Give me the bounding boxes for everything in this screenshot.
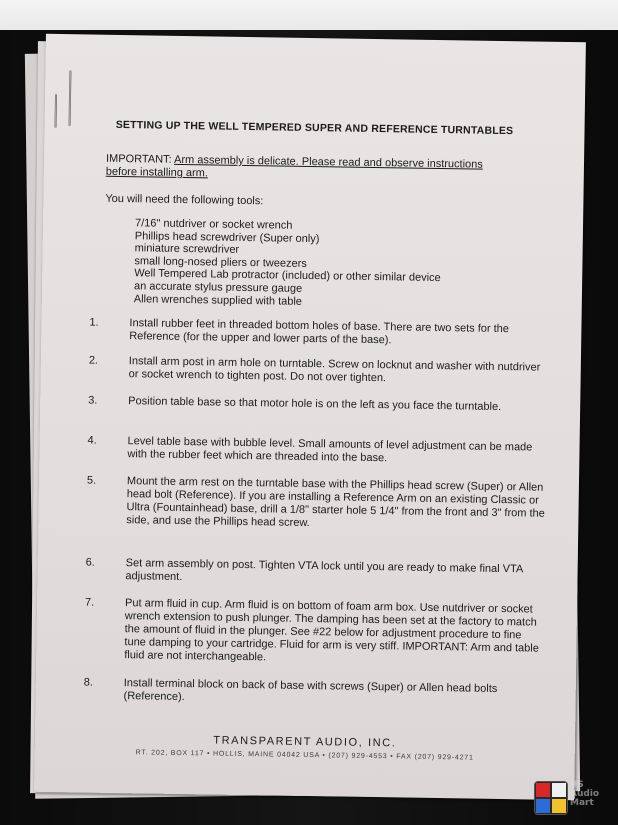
step-number: 2. [88,354,99,367]
watermark-text [570,781,599,808]
step-item [83,676,554,704]
tools-intro: You will need the following tools: [105,192,264,208]
step-text: Install rubber feet in threaded bottom holes of base. There are two sets for the Reference (for the upper and lower parts of the base). [129,317,510,347]
important-text-line1: Arm assembly is delicate. Please read and observe instructions [173,153,483,171]
step-text: Set arm assembly on post. Tighten VTA lock until you are ready to make final VTA adjustment. [125,557,523,584]
step-number: 4. [87,434,97,447]
list-item: Allen wrenches supplied with table [133,292,303,308]
document-title: SETTING UP THE WELL TEMPERED SUPER AND REFERENCE TURNTABLES [115,118,514,138]
step-item [84,596,555,664]
list-item: 7/16" nutdriver or socket wrench [134,217,293,232]
steps-list [83,316,560,704]
footer-address: RT. 202, BOX 117 • HOLLIS, MAINE 04042 USA • (207) 929-4553 • FAX (207) 929-4271 [135,749,474,762]
watermark-line2: Audio [570,789,600,799]
step-text: Install arm post in arm hole on turntable. Screw on locknut and washer with nutdriver or socket wrench to tighten post. Do not over tighten. [128,355,541,385]
cube-facet [536,799,550,813]
step-number: 5. [86,474,97,487]
cube-facet [536,783,550,797]
watermark-line1: US [570,780,584,790]
list-item: miniature screwdriver [134,242,240,257]
step-number: 6. [85,556,95,569]
step-text: Put arm fluid in cup. Arm fluid is on bottom of foam arm box. Use nutdriver or socket wrench extension to push plunger. The damping has been set at the factory to match the amount of fluid in the plunger. See #22 below for adjustment procedure to fine tune damping to your cartridge. Fluid for arm is very stiff. IMPORTANT: Arm and table fluid are not interchangeable. [124,597,539,664]
step-text: Position table base so that motor hole is on the left as you face the turntable. [128,395,502,414]
step-text: Level table base with bubble level. Small amounts of level adjustment can be made with the rubber feet which are threaded into the base. [127,435,533,465]
watermark [534,775,610,819]
footer-company: TRANSPARENT AUDIO, INC. [213,734,397,750]
step-number: 8. [83,676,94,689]
important-text-line2: before installing arm. [105,165,209,180]
list-item: an accurate stylus pressure gauge [133,280,303,295]
cube-facet [552,783,566,797]
list-item: Phillips head screwdriver (Super only) [134,229,320,245]
step-item [85,556,556,584]
step-item [88,394,558,414]
step-item [88,354,559,385]
list-item: Well Tempered Lab protractor (included) or other similar device [134,267,441,285]
step-number: 1. [89,316,99,329]
cube-facet [552,799,566,813]
step-item [87,434,558,465]
step-number: 7. [84,596,95,609]
step-number: 3. [88,394,98,407]
step-item [89,316,560,347]
tools-list [134,217,442,310]
top-background-strip [0,0,618,30]
step-item [86,474,557,530]
rubiks-cube-icon [534,781,568,815]
important-label: IMPORTANT: [105,152,172,166]
step-text: Mount the arm rest on the turntable base with the Phillips head screw (Super) or Allen head bolt (Reference). If you are installing a Reference Arm on an existing Classic or Ultra (Fountainhead) base, drill a 1/8" starter hole 5 1/4" from the front and 3" from the side, and use the Phillips head screw. [126,475,545,530]
step-text: Install terminal block on back of base with screws (Super) or Allen head bolts (Reference). [123,677,498,704]
watermark-line3: Mart [570,798,594,808]
list-item: small long-nosed pliers or tweezers [134,255,307,270]
important-notice [106,153,546,186]
instruction-sheet [34,34,586,800]
